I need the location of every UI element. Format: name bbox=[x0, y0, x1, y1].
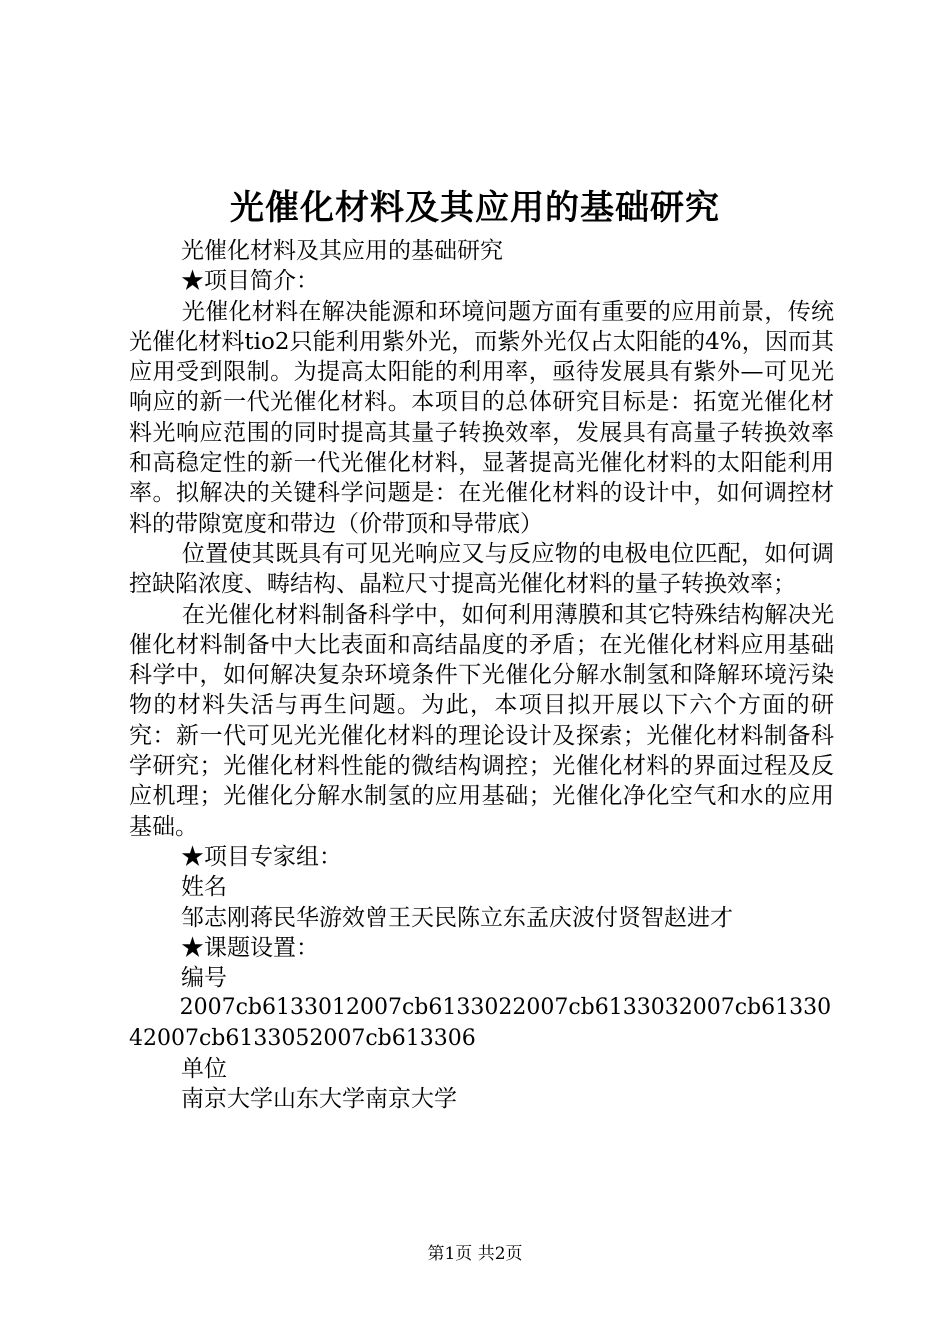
paragraph-position: 位置使其既具有可见光响应又与反应物的电极电位匹配，如何调控缺陷浓度、畴结构、晶粒尺寸提高光催化材料的量子转换效率； bbox=[129, 540, 834, 598]
label-name: 姓名 bbox=[181, 874, 227, 901]
label-number: 编号 bbox=[181, 965, 227, 992]
page-footer: 第1页 共2页 bbox=[427, 1244, 523, 1264]
section-heading-intro: ★项目简介： bbox=[181, 268, 319, 295]
label-unit: 单位 bbox=[181, 1056, 227, 1083]
section-heading-experts: ★项目专家组： bbox=[181, 843, 342, 870]
subtitle-line: 光催化材料及其应用的基础研究 bbox=[181, 238, 503, 264]
document-title: 光催化材料及其应用的基础研究 bbox=[230, 188, 720, 228]
document-body bbox=[129, 236, 834, 1115]
paragraph-intro: 光催化材料在解决能源和环境问题方面有重要的应用前景，传统光催化材料tio2只能利用紫外光，而紫外光仅占太阳能的4%，因而其应用受到限制。为提高太阳能的利用率，亟待发展具有紫外—可见光响应的新一代光催化材料。本项目的总体研究目标是：拓宽光催化材料光响应范围的同时提高其量子转换效率，发展具有高量子转换效率和高稳定性的新一代光催化材料，显著提高光催化材料的太阳能利用率。拟解决的关键科学问题是：在光催化材料的设计中，如何调控材料的带隙宽度和带边（价带顶和导带底） bbox=[129, 298, 834, 537]
unit-names: 南京大学山东大学南京大学 bbox=[181, 1086, 457, 1113]
paragraph-preparation: 在光催化材料制备科学中，如何利用薄膜和其它特殊结构解决光催化材料制备中大比表面和高结晶度的矛盾；在光催化材料应用基础科学中，如何解决复杂环境条件下光催化分解水制氢和降解环境污染物的材料失活与再生问题。为此，本项目拟开展以下六个方面的研究：新一代可见光光催化材料的理论设计及探索；光催化材料制备科学研究；光催化材料性能的微结构调控；光催化材料的界面过程及反应机理；光催化分解水制氢的应用基础；光催化净化空气和水的应用基础。 bbox=[129, 601, 834, 840]
topic-numbers: 2007cb6133012007cb6133022007cb6133032007cb6133042007cb6133052007cb613306 bbox=[129, 995, 832, 1051]
section-heading-topics: ★课题设置： bbox=[181, 934, 319, 961]
expert-names: 邹志刚蒋民华游效曾王天民陈立东孟庆波付贤智赵进才 bbox=[181, 904, 733, 931]
